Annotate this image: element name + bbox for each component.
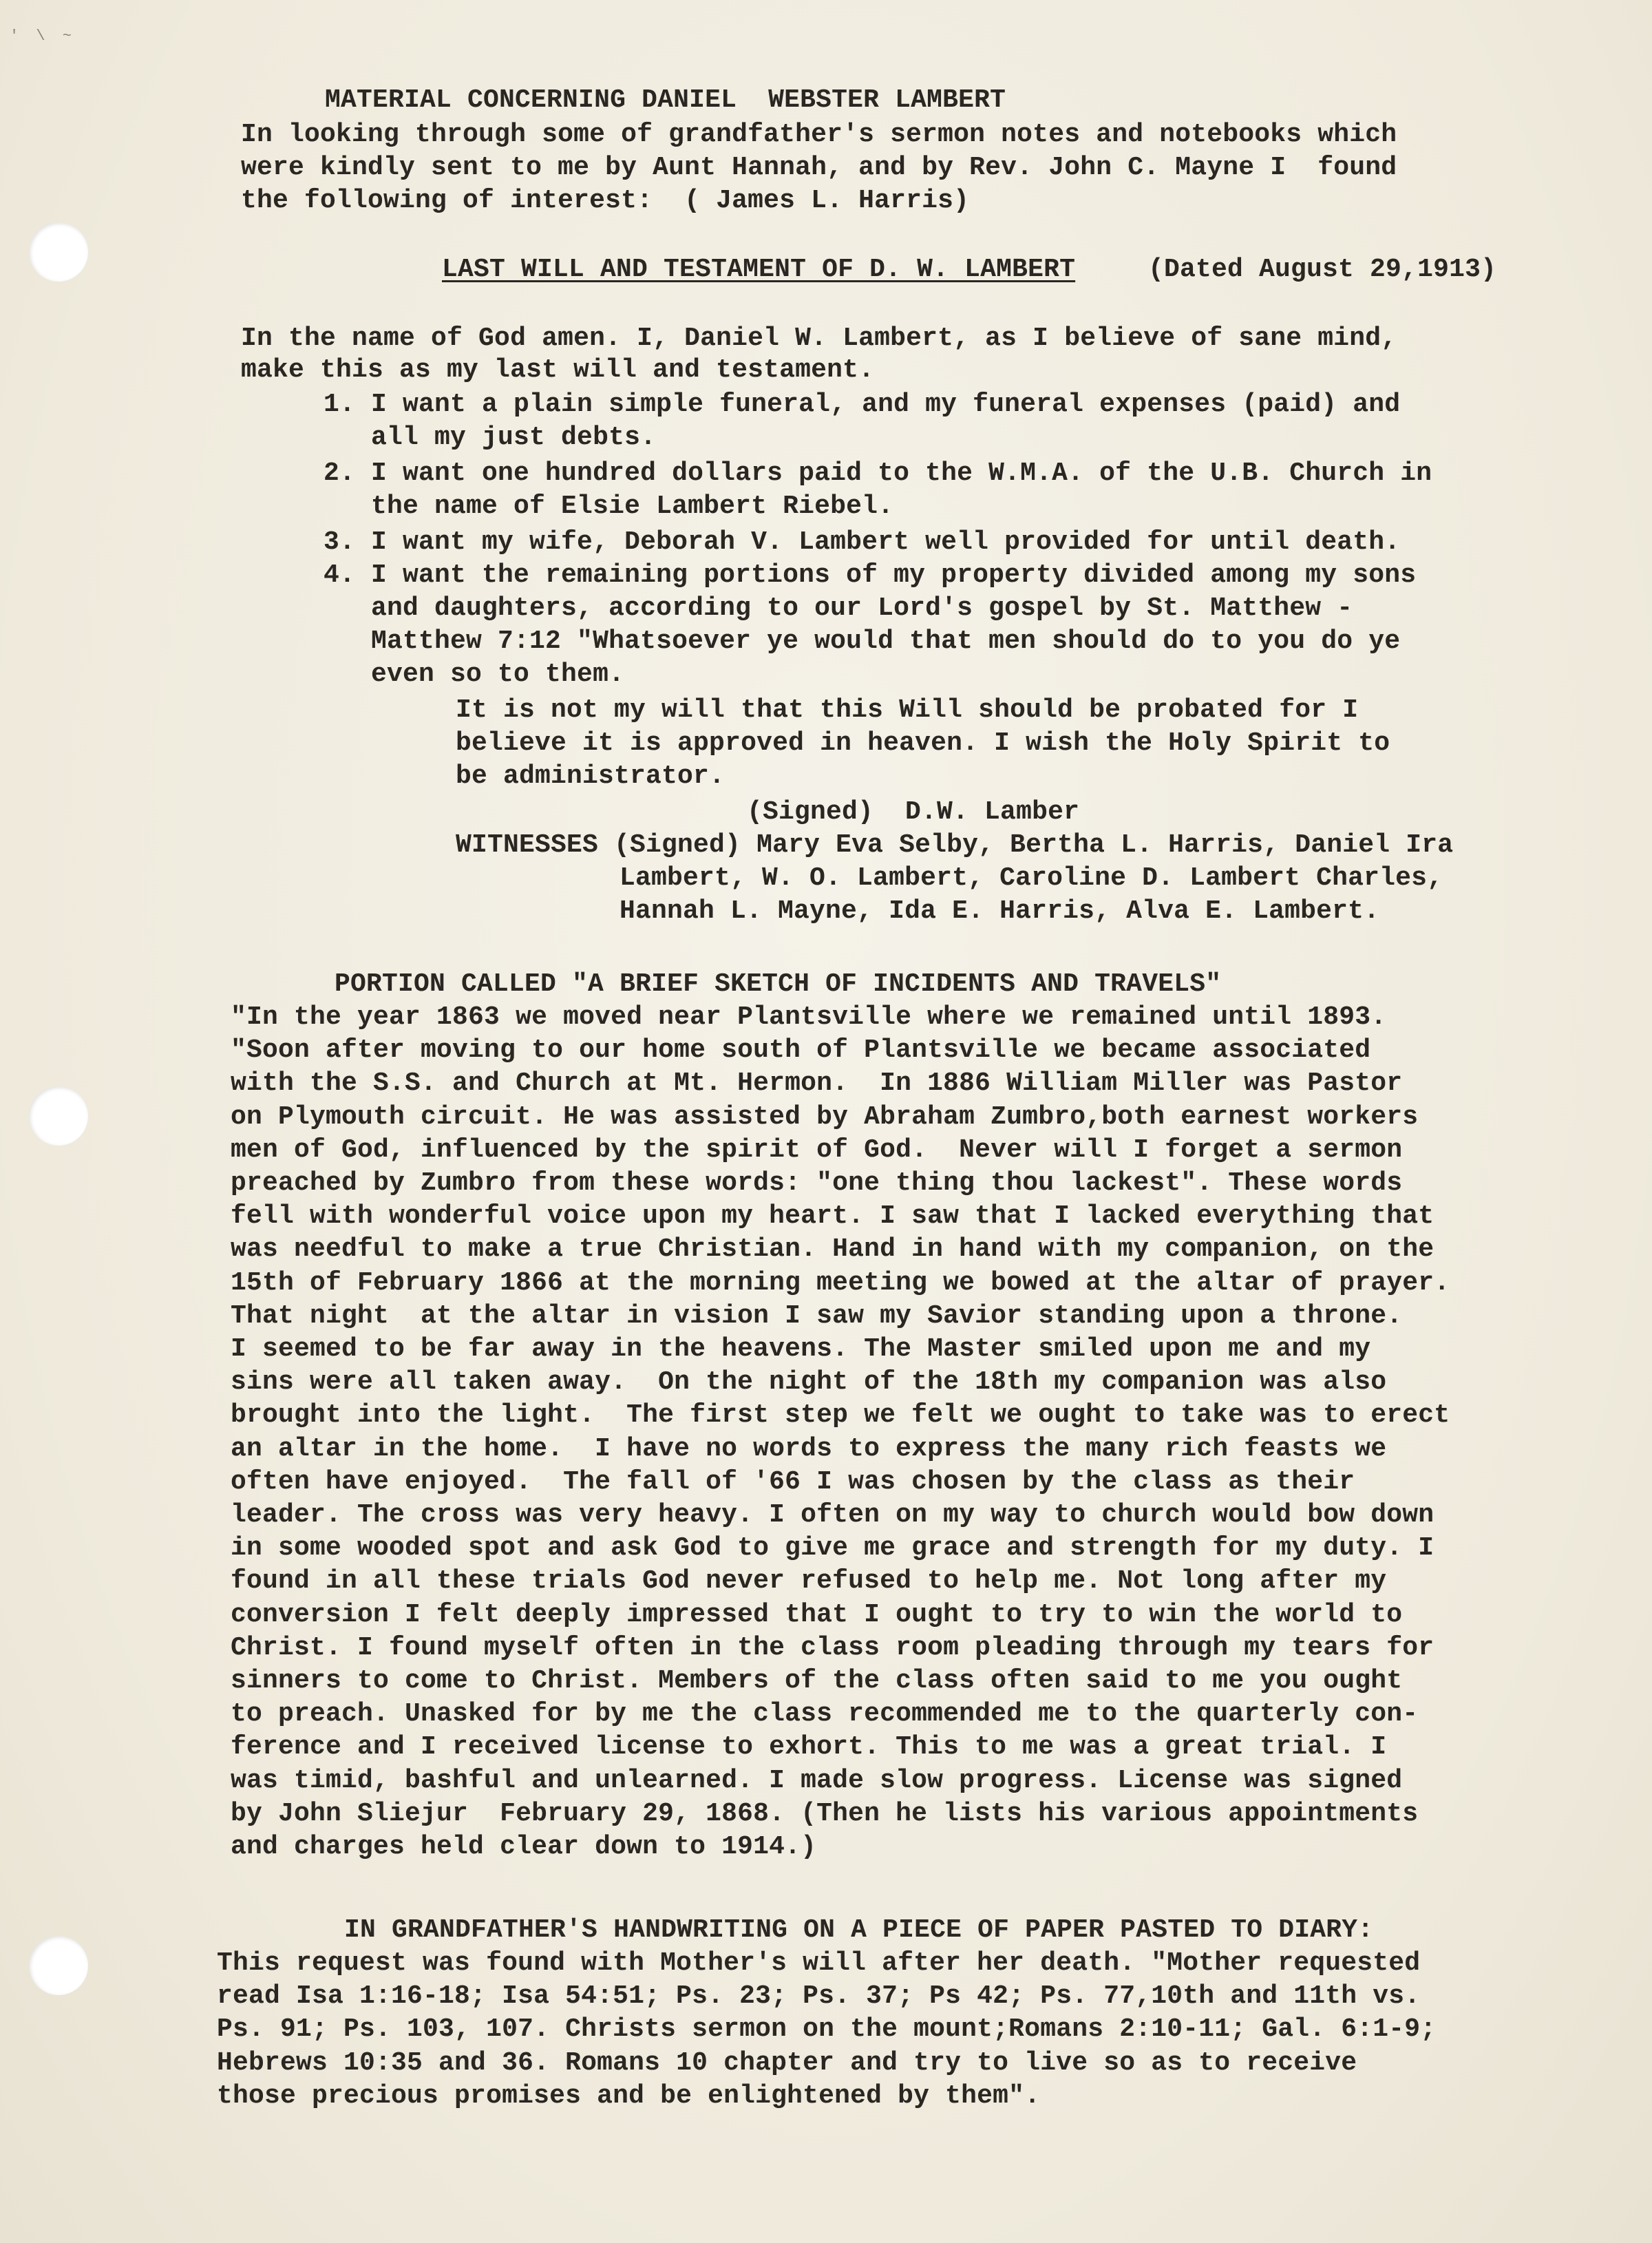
text-line: to preach. Unasked for by me the class recommended me to the quarterly con- [231,1699,1419,1729]
text-line: with the S.S. and Church at Mt. Hermon. In 1886 William Miller was Pastor [231,1068,1403,1099]
will-item-line: 3. I want my wife, Deborah V. Lambert well provided for until death. [324,527,1401,557]
document-title: MATERIAL CONCERNING DANIEL WEBSTER LAMBERT [325,85,1006,115]
punch-hole-middle [29,1086,88,1146]
punch-hole-bottom [29,1936,88,1995]
text-line: an altar in the home. I have no words to express the many rich feasts we [231,1433,1387,1464]
sketch-heading: PORTION CALLED "A BRIEF SKETCH OF INCIDENTS AND TRAVELS" [335,969,1222,999]
will-opening-line: make this as my last will and testament. [241,355,875,385]
text-line: Ps. 91; Ps. 103, 107. Christs sermon on the mount;Romans 2:10-11; Gal. 6:1-9; [217,2014,1437,2045]
text-line: preached by Zumbro from these words: "one thing thou lackest". These words [231,1168,1403,1198]
text-line: brought into the light. The first step we felt we ought to take was to erect [231,1400,1450,1431]
text-line: I seemed to be far away in the heavens. The Master smiled upon me and my [231,1334,1371,1364]
will-closing-line: believe it is approved in heaven. I wish the Holy Spirit to [456,728,1390,758]
text-line: 15th of February 1866 at the morning meeting we bowed at the altar of prayer. [231,1267,1450,1298]
text-line: conversion I felt deeply impressed that I ought to try to win the world to [231,1599,1403,1630]
text-line: found in all these trials God never refused to help me. Not long after my [231,1566,1387,1597]
will-opening-line: In the name of God amen. I, Daniel W. Lambert, as I believe of sane mind, [241,324,1397,353]
text-line: and charges held clear down to 1914.) [231,1832,817,1862]
text-line: This request was found with Mother's will after her death. "Mother requested [217,1948,1421,1978]
will-item-line: 4. I want the remaining portions of my property divided among my sons [324,560,1417,590]
intro-line: the following of interest: ( James L. Harris) [241,186,970,215]
will-closing-line: be administrator. [456,761,726,791]
will-date: (Dated August 29,1913) [1148,255,1497,284]
intro-line: In looking through some of grandfather's sermon notes and notebooks which [241,120,1397,149]
text-line: "Soon after moving to our home south of Plantsville we became associated [231,1035,1371,1066]
text-line: leader. The cross was very heavy. I often on my way to church would bow down [231,1500,1434,1530]
will-signature: (Signed) D.W. Lamber [747,797,1080,827]
text-line: men of God, influenced by the spirit of God. Never will I forget a sermon [231,1135,1403,1165]
text-line: Hebrews 10:35 and 36. Romans 10 chapter and try to live so as to receive [217,2047,1357,2078]
punch-hole-top [29,222,88,282]
text-line: often have enjoyed. The fall of '66 I was chosen by the class as their [231,1466,1355,1497]
text-line: sins were all taken away. On the night of the 18th my companion was also [231,1367,1387,1398]
text-line: sinners to come to Christ. Members of the class often said to me you ought [231,1666,1403,1696]
text-line: fell with wonderful voice upon my heart. I saw that I lacked everything that [231,1201,1434,1232]
will-item-line: even so to them. [324,660,625,689]
text-line: ference and I received license to exhort. This to me was a great trial. I [231,1732,1387,1762]
text-line: by John Sliejur February 29, 1868. (Then he lists his various appointments [231,1798,1419,1829]
text-line: "In the year 1863 we moved near Plantsville where we remained until 1893. [231,1002,1387,1032]
text-line: on Plymouth circuit. He was assisted by Abraham Zumbro,both earnest workers [231,1102,1419,1132]
witnesses-line: WITNESSES (Signed) Mary Eva Selby, Bertha L. Harris, Daniel Ira [456,830,1454,860]
text-line: those precious promises and be enlightened by them". [217,2081,1041,2111]
diary-heading: IN GRANDFATHER'S HANDWRITING ON A PIECE OF PAPER PASTED TO DIARY: [344,1915,1374,1945]
text-line: Christ. I found myself often in the class room pleading through my tears for [231,1632,1434,1663]
will-closing-line: It is not my will that this Will should be probated for I [456,695,1359,725]
will-item-line: 1. I want a plain simple funeral, and my funeral expenses (paid) and [324,390,1401,419]
intro-line: were kindly sent to me by Aunt Hannah, and by Rev. John C. Mayne I found [241,153,1397,182]
will-item-line: and daughters, according to our Lord's gospel by St. Matthew - [324,593,1353,623]
witnesses-line: Lambert, W. O. Lambert, Caroline D. Lambert Charles, [620,863,1443,893]
witnesses-line: Hannah L. Mayne, Ida E. Harris, Alva E. Lambert. [620,896,1380,926]
will-item-line: 2. I want one hundred dollars paid to the W.M.A. of the U.B. Church in [324,459,1432,488]
text-line: That night at the altar in vision I saw my Savior standing upon a throne. [231,1300,1403,1331]
corner-marks: ' \ ~ [10,28,76,45]
will-item-line: all my just debts. [324,423,657,452]
will-item-line: Matthew 7:12 "Whatsoever ye would that men should do to you do ye [324,626,1401,656]
text-line: was timid, bashful and unlearned. I made slow progress. License was signed [231,1765,1403,1796]
text-line: read Isa 1:16-18; Isa 54:51; Ps. 23; Ps. 37; Ps 42; Ps. 77,10th and 11th vs. [217,1981,1421,2012]
will-item-line: the name of Elsie Lambert Riebel. [324,492,894,521]
text-line: in some wooded spot and ask God to give me grace and strength for my duty. I [231,1533,1434,1563]
text-line: was needful to make a true Christian. Hand in hand with my companion, on the [231,1234,1434,1265]
will-heading: LAST WILL AND TESTAMENT OF D. W. LAMBERT [442,255,1076,284]
